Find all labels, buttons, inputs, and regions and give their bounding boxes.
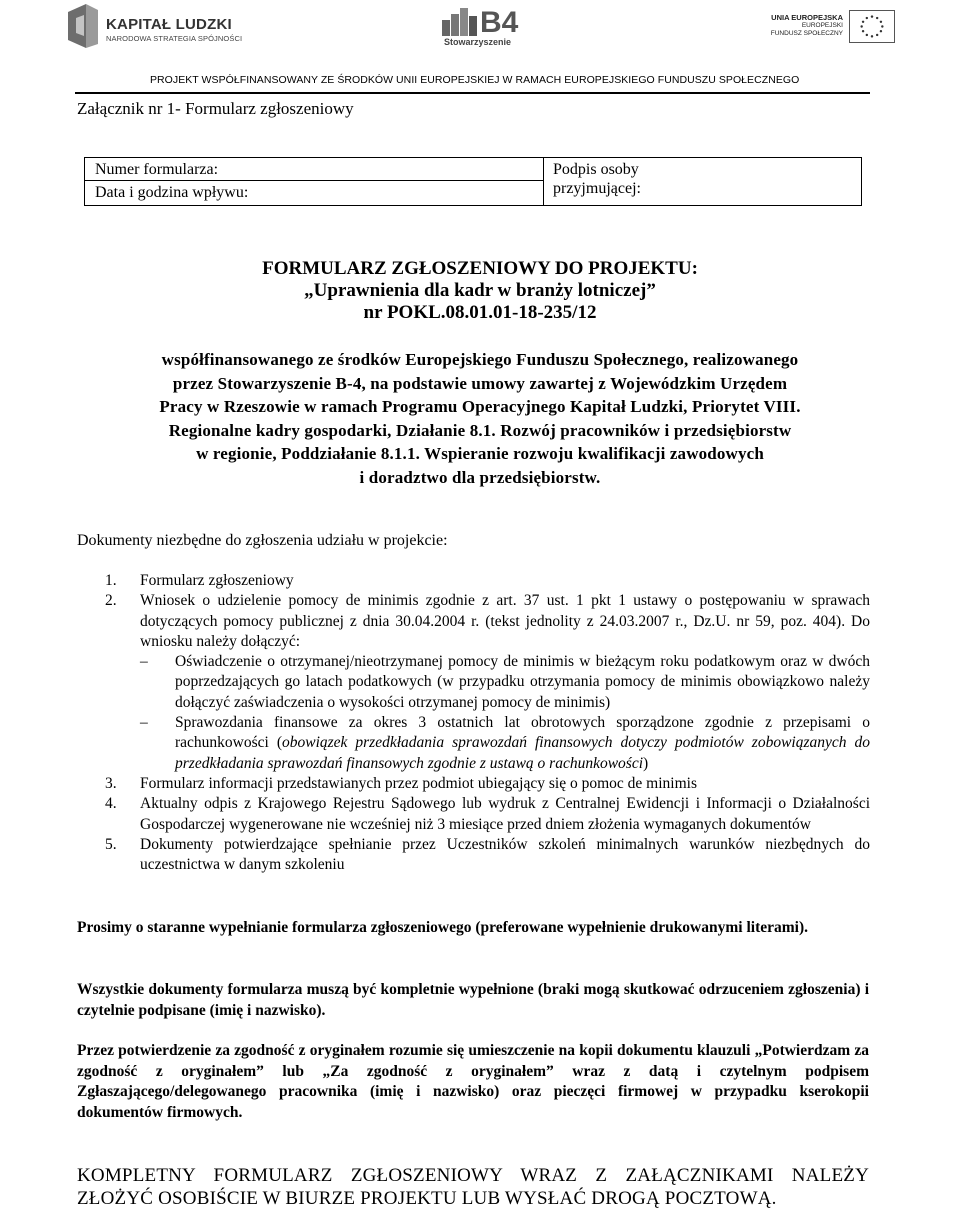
page-header [0,0,960,95]
project-description [70,348,890,489]
list-item-number: 5. [105,835,117,853]
form-title-line-1: FORMULARZ ZGŁOSZENIOWY DO PROJEKTU: [262,258,698,279]
list-item [105,794,870,835]
description-line-4: Regionalne kadry gospodarki, Działanie 8.1. Rozwój pracowników i przedsiębiorstw [168,420,792,440]
description-line-2: przez Stowarzyszenie B-4, na podstawie umowy zawartej z Wojewódzkim Urzędem [172,373,788,393]
form-title [70,258,890,324]
list-item-text: Aktualny odpis z Krajowego Rejestru Sądowego lub wydruk z Centralnej Ewidencji i Informacji o Działalności Gospodarczej wygenerowane nie wcześniej niż 3 miesiące przed dniem złożenia wymaganych dokumentów [140,795,870,833]
header-divider [75,92,870,94]
list-item-text: Dokumenty potwierdzające spełnianie przez Uczestników szkoleń minimalnych warunków niezbędnych do uczestnictwa w danym szkoleniu [140,835,870,874]
description-line-3: Pracy w Rzeszowie w ramach Programu Operacyjnego Kapitał Ludzki, Priorytet VIII. [159,397,801,416]
list-item-text: Formularz zgłoszeniowy [140,572,294,589]
submission-instruction [77,1164,869,1210]
sub-item-text: Sprawozdania finansowe za okres 3 ostatnich lat obrotowych sporządzone zgodnie z przepisami o rachunkowości ( [175,714,870,752]
list-item-number: 1. [105,572,117,589]
form-title-line-2: „Uprawnienia dla kadr w branży lotniczej” [304,280,656,301]
eu-text [771,14,843,37]
documents-heading: Dokumenty niezbędne do zgłoszenia udziału w projekcie: [77,532,448,549]
description-line-5: w regionie, Poddziałanie 8.1.1. Wspieranie rozwoju kwalifikacji zawodowych [196,444,764,463]
signature-label-line-1: Podpis osoby [553,161,639,178]
registration-left-cell [85,158,544,205]
b4-mark-icon [440,8,480,38]
eu-line-3: FUNDUSZ SPOŁECZNY [770,29,843,37]
eu-line-2: EUROPEJSKI [801,22,843,29]
form-number-field[interactable]: Numer formularza: [85,158,543,181]
note-certified-copy: Przez potwierdzenie za zgodność z oryginałem rozumie się umieszczenie na kopii dokumentu klauzuli „Potwierdzam za zgodność z oryginałem” lub „Za zgodność z oryginałem” wraz z datą i czytelnym podpisem Zgłaszającego/delegowanego pracownika (imię i nazwisko) oraz pieczęci firmowej w przypadku kserokopii dokumentów firmowych. [77,1042,869,1121]
eu-logo [770,10,895,46]
signature-label-line-2: przyjmującej: [553,180,641,197]
project-cofinancing-line: PROJEKT WSPÓŁFINANSOWANY ZE ŚRODKÓW UNII EUROPEJSKIEJ W RAMACH EUROPEJSKIEGO FUNDUSZU SPOŁECZNEGO [150,74,800,86]
list-item-text: Wniosek o udzielenie pomocy de minimis zgodnie z art. 37 ust. 1 pkt 1 ustawy o postępowaniu w sprawach dotyczących pomocy publicznej z dnia 30.04.2004 r. (tekst jednolity z 24.03.2007 r., Dz.U. nr 59, poz. 404). Do wniosku należy dołączyć: [140,592,870,650]
eu-flag-icon [849,10,895,43]
list-item [105,774,870,794]
list-item-number: 3. [105,774,117,792]
note-complete-documents: Wszystkie dokumenty formularza muszą być kompletnie wypełnione (braki mogą skutkować odrzuceniem zgłoszenia) i czytelnie podpisane (imię i nazwisko). [77,981,869,1019]
list-item [105,835,870,876]
list-item-number: 4. [105,795,117,813]
b4-name: Stowarzyszenie [444,37,512,47]
documents-list [105,571,870,875]
eu-line-1: UNIA EUROPEJSKA [771,13,843,22]
list-item-text: Formularz informacji przedstawianych przez podmiot ubiegający się o pomoc de minimis [140,774,697,792]
sub-item-closing: ) [643,754,649,772]
dash-bullet: – [140,714,148,732]
description-line-6: i doradztwo dla przedsiębiorstw. [359,467,601,487]
registration-box [84,157,862,206]
sub-item-italic-note: obowiązek przedkładania sprawozdań finansowych dotyczy podmiotów zobowiązanych do przedkładania sprawozdań finansowych zgodnie z ustawą o rachunkowości [175,734,871,772]
b4-mark-text: B4 [480,6,519,39]
receiver-signature-field[interactable] [553,160,663,198]
kapital-ludzki-emblem-icon [64,2,100,52]
submission-line-2: ZŁOŻYĆ OSOBIŚCIE W BIURZE PROJEKTU LUB WYSŁAĆ DROGĄ POCZTOWĄ. [77,1188,777,1209]
form-title-line-3: nr POKL.08.01.01-18-235/12 [363,302,597,323]
b4-logo [440,8,540,48]
kapital-ludzki-title: KAPITAŁ LUDZKI [106,16,232,33]
description-line-1: współfinansowanego ze środków Europejskiego Funduszu Społecznego, realizowanego [161,350,799,369]
sub-list-item [140,652,870,713]
annex-title: Załącznik nr 1- Formularz zgłoszeniowy [77,99,354,118]
sub-item-text: Oświadczenie o otrzymanej/nieotrzymanej pomocy de minimis w bieżącym roku podatkowym oraz w dwóch poprzedzających go latach podatkowych (w przypadku otrzymania pomocy de minimis obowiązkowo należy dołączyć zaświadczenia o wysokości otrzymanej pomocy de minimis) [175,653,870,711]
kapital-ludzki-logo [64,2,254,52]
list-item [105,571,870,591]
list-item [105,591,870,774]
submission-line-1: KOMPLETNY FORMULARZ ZGŁOSZENIOWY WRAZ Z ZAŁĄCZNIKAMI NALEŻY [77,1165,869,1186]
kapital-ludzki-subtitle: NARODOWA STRATEGIA SPÓJNOŚCI [106,34,243,43]
sub-list-item [140,713,870,774]
received-datetime-field[interactable]: Data i godzina wpływu: [95,184,249,201]
note-fill-carefully: Prosimy o staranne wypełnianie formularza zgłoszeniowego (preferowane wypełnienie drukowanymi literami). [77,919,809,936]
list-item-number: 2. [105,592,117,610]
dash-bullet: – [140,653,148,671]
